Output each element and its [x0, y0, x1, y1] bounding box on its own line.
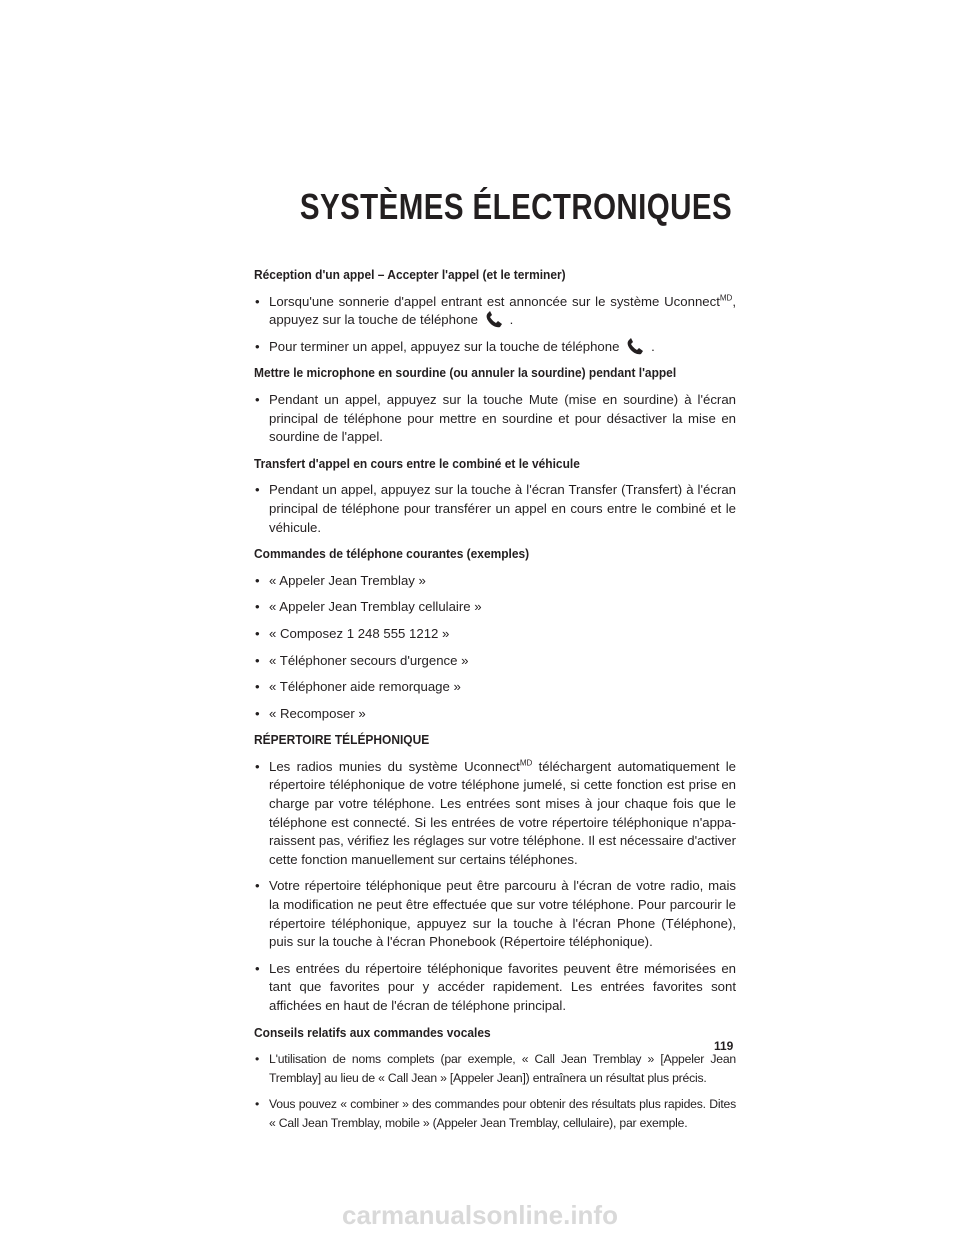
trademark-sup: MD	[719, 293, 733, 303]
bullet-tips-combine	[254, 1095, 736, 1132]
bullet-dot: •	[255, 1097, 260, 1112]
chapter-title: SYSTÈMES ÉLECTRONIQUES	[299, 186, 732, 227]
bullet-dot: •	[255, 391, 260, 407]
command-text: « Téléphoner secours d'urgence »	[269, 652, 469, 668]
phone-icon	[485, 311, 507, 329]
bullet-text: Les radios munies du système Uconnect	[269, 758, 520, 774]
bullet-dot: •	[255, 572, 260, 588]
bullet-dot: •	[255, 960, 260, 976]
bullet-text: , appuyez sur la touche de téléphone	[269, 293, 736, 328]
bullet-phonebook-download	[254, 758, 736, 870]
phone-icon	[626, 338, 648, 356]
bullet-reception-end	[254, 338, 736, 357]
bullet-text: téléchargent automatiquement le répertoire téléphonique de votre téléphone jumelé, si cette fonction est prise en charge par votre téléphone. Les entrées sont mises à jour chaque fois que le téléphone est connecté. Si les entrées de votre répertoire téléphonique n'appa-raissent pas, vérifiez les réglages sur votre téléphone. Il est nécessaire d'activer cette fonction manuellement sur certains téléphones.	[269, 758, 736, 867]
bullet-dot: •	[255, 679, 260, 695]
command-text: « Composez 1 248 555 1212 »	[269, 625, 450, 641]
bullet-dot: •	[255, 625, 260, 641]
command-item	[254, 678, 736, 697]
bullet-dot: •	[255, 758, 260, 774]
bullet-dot: •	[255, 293, 260, 309]
page-content	[254, 266, 736, 1141]
bullet-text: L'utilisation de noms complets (par exemple, « Call Jean Tremblay » [Appeler Jean Tremblay] au lieu de « Call Jean » [Appeler Jean]) entraînera un résultat plus précis.	[269, 1052, 736, 1085]
command-item	[254, 625, 736, 644]
section-heading-transfer: Transfert d'appel en cours entre le combiné et le véhicule	[254, 455, 580, 471]
bullet-dot: •	[255, 599, 260, 615]
command-text: « Appeler Jean Tremblay »	[269, 572, 426, 588]
bullet-dot: •	[255, 482, 260, 498]
command-item	[254, 572, 736, 591]
bullet-text: Pendant un appel, appuyez sur la touche Mute (mise en sourdine) à l'écran principal de téléphone pour mettre en sourdine et pour désactiver la mise en sourdine de l'appel.	[269, 391, 736, 445]
bullet-phonebook-browse	[254, 877, 736, 951]
bullet-dot: •	[255, 652, 260, 668]
bullet-mute	[254, 391, 736, 447]
bullet-dot: •	[255, 878, 260, 894]
bullet-text: Vous pouvez « combiner » des commandes pour obtenir des résultats plus rapides. Dites « Call Jean Tremblay, mobile » (Appeler Jean Tremblay, cellulaire), par exemple.	[269, 1097, 736, 1130]
bullet-text: Les entrées du répertoire téléphonique favorites peuvent être mémorisées en tant que favorites pour y accéder rapidement. Les entrées favorites sont affichées en haut de l'écran de téléphone principal.	[269, 960, 736, 1013]
bullet-text: .	[509, 312, 514, 328]
section-heading-reception: Réception d'un appel – Accepter l'appel (et le terminer)	[254, 267, 566, 282]
section-heading-phonebook: RÉPERTOIRE TÉLÉPHONIQUE	[254, 732, 430, 748]
command-item	[254, 598, 736, 617]
bullet-phonebook-favorites	[254, 960, 736, 1016]
command-text: « Téléphoner aide remorquage »	[269, 679, 461, 695]
bullet-dot: •	[255, 338, 260, 354]
section-heading-tips: Conseils relatifs aux commandes vocales	[254, 1024, 491, 1040]
command-text: « Recomposer »	[269, 705, 366, 721]
bullet-text: Pendant un appel, appuyez sur la touche à l'écran Transfer (Transfert) à l'écran principal de téléphone pour transférer un appel en cours entre le combiné et le véhicule.	[269, 482, 736, 535]
section-heading-commands: Commandes de téléphone courantes (exemples)	[254, 546, 530, 562]
bullet-text: .	[651, 338, 655, 354]
bullet-dot: •	[255, 705, 260, 721]
bullet-transfer	[254, 481, 736, 537]
bullet-text: Votre répertoire téléphonique peut être parcouru à l'écran de votre radio, mais la modification ne peut être effectuée que sur votre téléphone. Pour parcourir le répertoire téléphonique, appuyez sur la touche à l'écran Phone (Téléphone), puis sur la touche à l'écran Phonebook (Répertoire téléphonique).	[269, 878, 736, 950]
page-number: 119	[714, 1039, 734, 1053]
bullet-tips-fullnames	[254, 1050, 736, 1087]
bullet-text: Pour terminer un appel, appuyez sur la touche de téléphone	[269, 338, 620, 354]
trademark-sup: MD	[519, 758, 533, 768]
command-item	[254, 705, 736, 724]
bullet-dot: •	[255, 1052, 260, 1067]
command-item	[254, 652, 736, 671]
bullet-text: Lorsqu'une sonnerie d'appel entrant est annoncée sur le système Uconnect	[269, 293, 720, 309]
bullet-reception-accept	[254, 293, 736, 330]
watermark: carmanualsonline.info	[342, 1200, 618, 1230]
command-text: « Appeler Jean Tremblay cellulaire »	[269, 599, 482, 615]
section-heading-mute: Mettre le microphone en sourdine (ou annuler la sourdine) pendant l'appel	[254, 365, 677, 381]
